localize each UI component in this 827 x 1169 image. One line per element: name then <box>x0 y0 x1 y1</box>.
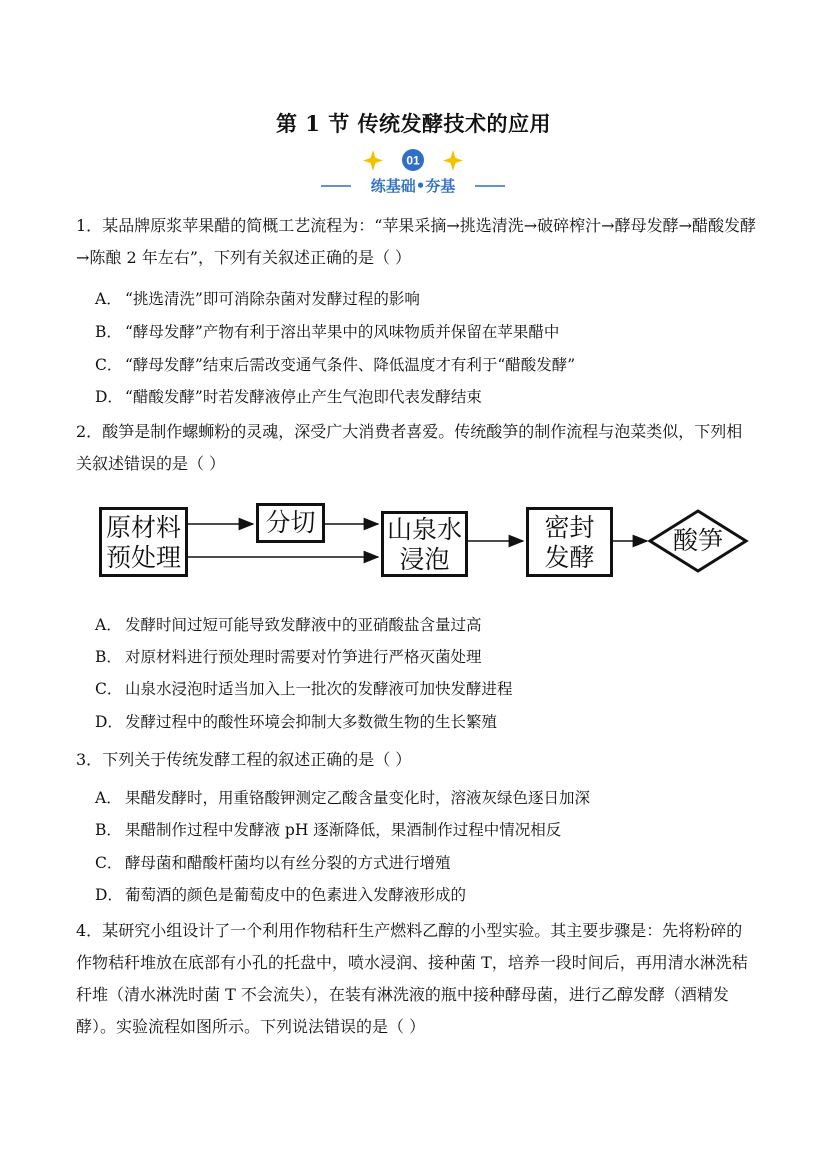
section-badge <box>313 146 513 196</box>
badge-number: 01 <box>406 153 420 168</box>
option-3d[interactable] <box>95 882 466 908</box>
flow-step-line: 分切 <box>265 508 316 537</box>
question-number: 4． <box>76 921 103 940</box>
flow-step-pretreatment <box>99 507 188 577</box>
option-label: C． <box>95 854 123 872</box>
option-label: D． <box>95 713 123 731</box>
option-label: C． <box>95 680 123 698</box>
question-stem: 酸笋是制作螺蛳粉的灵魂，深受广大消费者喜爱。传统酸笋的制作流程与泡菜类似，下列相关叙述错误的是（ ） <box>76 422 743 473</box>
option-label: A． <box>95 290 122 308</box>
question-stem: 某研究小组设计了一个利用作物秸秆生产燃料乙醇的小型实验。其主要步骤是：先将粉碎的作物秸秆堆放在底部有小孔的托盘中，喷水浸润、接种菌 T，培养一段时间后，再用清水淋洗秸秆堆（清水淋洗时菌 T 不会流失），在装有淋洗液的瓶中接种酵母菌，进行乙醇发酵（酒精发酵）。实验流程如图所示。下列说法错误的是（ ） <box>76 921 748 1036</box>
option-text: 发酵时间过短可能导致发酵液中的亚硝酸盐含量过高 <box>125 616 482 634</box>
badge-label: 练基础•夯基 <box>370 177 456 195</box>
option-label: A． <box>95 616 122 634</box>
option-3a[interactable] <box>95 785 590 811</box>
option-3c[interactable] <box>95 850 451 876</box>
question-1 <box>76 210 756 274</box>
flow-step-line: 山泉水 <box>386 515 462 544</box>
option-text: 果醋发酵时，用重铬酸钾测定乙酸含量变化时，溶液灰绿色逐日加深 <box>125 789 591 807</box>
flow-step-line: 原材料 <box>105 513 181 542</box>
option-label: B． <box>95 648 122 666</box>
option-text: 对原材料进行预处理时需要对竹笋进行严格灭菌处理 <box>125 648 482 666</box>
flow-step-line: 密封 <box>544 513 595 542</box>
flow-step-line: 浸泡 <box>399 545 450 574</box>
option-label: D． <box>95 886 123 904</box>
flow-step-line: 发酵 <box>544 543 595 572</box>
star-icon-left <box>363 150 383 171</box>
question-2 <box>76 416 756 480</box>
option-text: “醋酸发酵”时若发酵液停止产生气泡即代表发酵结束 <box>125 388 482 406</box>
flow-step-fermentation <box>526 507 613 577</box>
option-text: 果醋制作过程中发酵液 pH 逐渐降低，果酒制作过程中情况相反 <box>125 821 562 839</box>
star-icon-right <box>443 150 463 171</box>
page-title: 第 1 节 传统发酵技术的应用 <box>275 111 552 136</box>
flow-step-soaking <box>381 511 468 577</box>
flow-step-cutting <box>256 503 325 543</box>
option-1a[interactable] <box>95 286 420 312</box>
option-text: 山泉水浸泡时适当加入上一批次的发酵液可加快发酵进程 <box>125 680 513 698</box>
option-text: 葡萄酒的颜色是葡萄皮中的色素进入发酵液形成的 <box>125 886 467 904</box>
flow-step-line: 预处理 <box>105 543 181 572</box>
flow-step-product: 酸笋 <box>672 526 723 555</box>
option-1c[interactable] <box>95 352 575 378</box>
option-text: “酵母发酵”产物有利于溶出苹果中的风味物质并保留在苹果醋中 <box>125 323 560 341</box>
option-label: D． <box>95 388 123 406</box>
question-number: 1． <box>76 216 103 235</box>
option-label: A． <box>95 789 122 807</box>
question-3 <box>76 744 756 776</box>
option-label: B． <box>95 821 122 839</box>
option-2b[interactable] <box>95 644 482 670</box>
option-text: 酵母菌和醋酸杆菌均以有丝分裂的方式进行增殖 <box>125 854 451 872</box>
question-4 <box>76 915 756 1043</box>
process-flow-diagram <box>95 495 755 595</box>
option-label: C． <box>95 356 123 374</box>
option-1d[interactable] <box>95 384 482 410</box>
option-2d[interactable] <box>95 709 497 735</box>
option-text: “挑选清洗”即可消除杂菌对发酵过程的影响 <box>125 290 420 308</box>
question-number: 2． <box>76 422 103 441</box>
question-stem: 某品牌原浆苹果醋的简概工艺流程为：“苹果采摘→挑选清洗→破碎榨汁→酵母发酵→醋酸发酵→陈酿 2 年左右”，下列有关叙述正确的是（ ） <box>76 216 756 267</box>
option-2a[interactable] <box>95 612 482 638</box>
question-stem: 下列关于传统发酵工程的叙述正确的是（ ） <box>102 750 412 769</box>
question-number: 3． <box>76 750 103 769</box>
option-1b[interactable] <box>95 319 559 345</box>
option-text: “酵母发酵”结束后需改变通气条件、降低温度才有利于“醋酸发酵” <box>125 356 576 374</box>
option-text: 发酵过程中的酸性环境会抑制大多数微生物的生长繁殖 <box>125 713 498 731</box>
option-3b[interactable] <box>95 817 561 843</box>
option-label: B． <box>95 323 122 341</box>
option-2c[interactable] <box>95 676 513 702</box>
